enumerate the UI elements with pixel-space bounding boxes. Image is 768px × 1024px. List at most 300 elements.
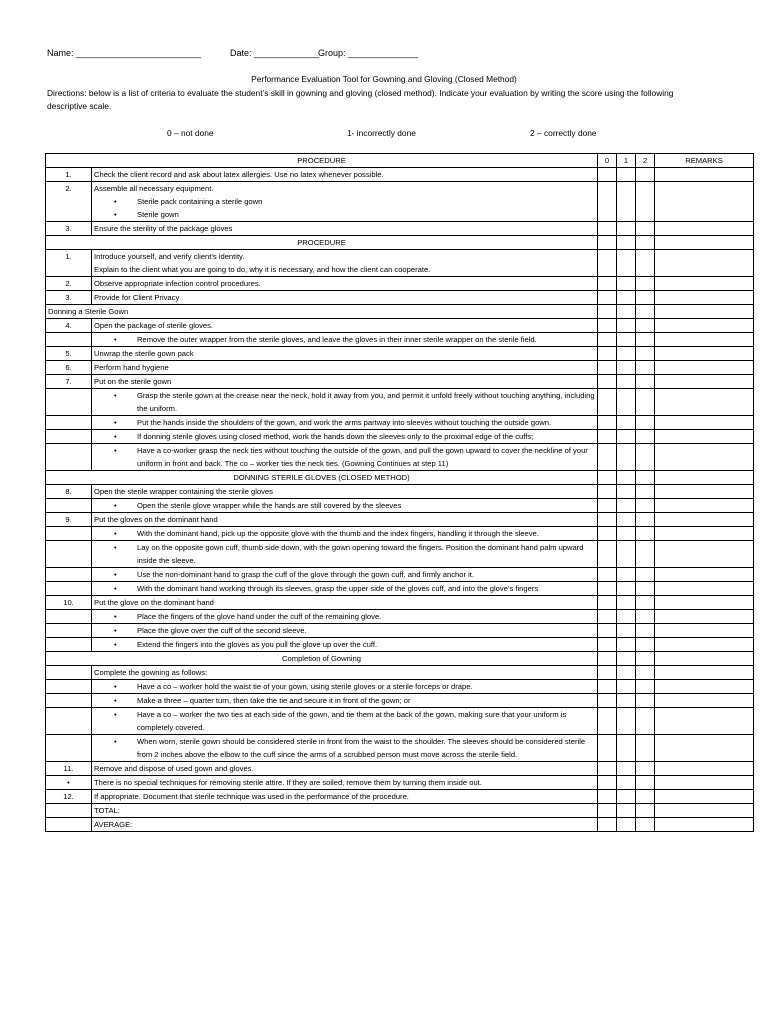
remarks-cell[interactable] [655,347,754,361]
score-2-cell[interactable] [636,776,655,790]
score-1-cell[interactable] [617,222,636,236]
step-number: 9. [46,513,92,527]
remarks-cell[interactable] [655,624,754,638]
bullet-text: With the dominant hand working through its sleeves, grasp the upper side of the gloves cuff, and into the glove’s fingers [137,584,539,593]
score-1-cell[interactable] [617,568,636,582]
step-number [46,804,92,818]
remarks-cell[interactable] [655,666,754,680]
bullet-text: Have a co – worker hold the waist tie of your gown, using sterile gloves or a sterile forceps or drape. [137,682,473,691]
step-label: Open the package of sterile gloves. [94,321,214,330]
score-2-cell[interactable] [636,416,655,430]
score-2-cell[interactable] [636,277,655,291]
score-2-cell[interactable] [636,804,655,818]
table-row [46,666,754,680]
remarks-cell[interactable] [655,582,754,596]
table-row [46,596,754,610]
score-0-cell[interactable] [598,804,617,818]
score-1-cell[interactable] [617,582,636,596]
bullet-text: With the dominant hand, pick up the opposite glove with the thumb and the index fingers, handling it through the sleeve. [137,529,539,538]
step-number: 1. [46,168,92,182]
remarks-cell[interactable] [655,708,754,735]
step-number: 8. [46,485,92,499]
bullet-item [92,638,598,652]
score-0-cell[interactable] [598,790,617,804]
remarks-cell[interactable] [655,776,754,790]
step-text [92,596,598,610]
score-0-header: 0 [598,154,617,168]
remarks-cell[interactable] [655,762,754,776]
name-field[interactable]: Name: _________________________ [47,48,202,58]
score-1-cell[interactable] [617,485,636,499]
table-row [46,305,754,319]
remarks-cell[interactable] [655,638,754,652]
remarks-cell[interactable] [655,694,754,708]
step-label: Unwrap the sterile gown pack [94,349,194,358]
step-number: 3. [46,291,92,305]
table-row [46,471,754,485]
score-2-cell[interactable] [636,596,655,610]
remarks-cell[interactable] [655,361,754,375]
step-label: Ensure the sterility of the package gloves [94,224,233,233]
bullet-icon: • [114,543,117,552]
score-2-cell[interactable] [636,291,655,305]
score-2-cell[interactable] [636,319,655,333]
score-1-cell[interactable] [617,168,636,182]
bullet-text: Lay on the opposite gown cuff, thumb side down, with the gown opening toward the fingers. Position the dominant hand palm upward inside the sleeve. [137,543,584,565]
remarks-cell[interactable] [655,250,754,277]
score-0-cell[interactable] [598,680,617,694]
score-1-cell[interactable] [617,444,636,471]
score-2-cell[interactable] [636,708,655,735]
remarks-cell[interactable] [655,735,754,762]
step-number [46,708,92,735]
score-0-cell[interactable] [598,333,617,347]
score-0-cell[interactable] [598,444,617,471]
table-row [46,291,754,305]
score-0-cell[interactable] [598,471,617,485]
table-row [46,347,754,361]
score-0-cell[interactable] [598,347,617,361]
table-row [46,361,754,375]
step-text [92,291,598,305]
section-heading: PROCEDURE [46,236,598,250]
table-header-row [46,154,754,168]
step-number [46,735,92,762]
bullet-icon: • [114,626,117,635]
scale-two: 2 – correctly done [530,128,597,138]
table-row [46,541,754,568]
step-label: AVERAGE: [94,820,133,829]
score-0-cell[interactable] [598,305,617,319]
score-1-cell[interactable] [617,319,636,333]
step-number [46,333,92,347]
score-2-cell[interactable] [636,818,655,832]
bullet-text: Extend the fingers into the gloves as you pull the glove up over the cuff. [137,640,378,649]
bullet-icon: • [114,501,117,510]
score-0-cell[interactable] [598,389,617,416]
bullet-item [92,568,598,582]
section-heading: DONNING STERILE GLOVES (CLOSED METHOD) [46,471,598,485]
score-0-cell[interactable] [598,582,617,596]
table-row [46,624,754,638]
table-row [46,319,754,333]
remarks-cell[interactable] [655,305,754,319]
score-2-cell[interactable] [636,735,655,762]
score-1-cell[interactable] [617,513,636,527]
score-1-cell[interactable] [617,596,636,610]
remarks-cell[interactable] [655,652,754,666]
step-number [46,818,92,832]
step-text [92,347,598,361]
score-0-cell[interactable] [598,568,617,582]
step-label: Put the glove on the dominant hand [94,598,214,607]
remarks-cell[interactable] [655,430,754,444]
bullet-item [92,333,598,347]
score-2-cell[interactable] [636,790,655,804]
score-0-cell[interactable] [598,168,617,182]
score-1-cell[interactable] [617,499,636,513]
step-label: Introduce yourself, and verify client’s identity. [94,252,245,261]
bullet-item [92,708,598,735]
score-0-cell[interactable] [598,652,617,666]
score-2-cell[interactable] [636,305,655,319]
score-2-cell[interactable] [636,347,655,361]
step-extra-text: Explain to the client what you are going to do, why it is necessary, and how the client can cooperate. [94,265,431,274]
score-2-cell[interactable] [636,430,655,444]
score-1-cell[interactable] [617,389,636,416]
score-1-cell[interactable] [617,541,636,568]
score-0-cell[interactable] [598,694,617,708]
score-1-cell[interactable] [617,638,636,652]
table-row [46,762,754,776]
step-number: 12. [46,790,92,804]
score-0-cell[interactable] [598,375,617,389]
step-number: 2. [46,277,92,291]
table-row [46,708,754,735]
table-row [46,430,754,444]
remarks-cell[interactable] [655,527,754,541]
bullet-item [92,499,598,513]
remarks-cell[interactable] [655,568,754,582]
bullet-item [92,430,598,444]
table-row [46,582,754,596]
score-0-cell[interactable] [598,818,617,832]
step-number [46,568,92,582]
step-number [46,694,92,708]
score-0-cell[interactable] [598,291,617,305]
remarks-cell[interactable] [655,596,754,610]
score-0-cell[interactable] [598,485,617,499]
step-number: • [46,776,92,790]
table-row [46,250,754,277]
score-2-cell[interactable] [636,361,655,375]
section-heading: Completion of Gowning [46,652,598,666]
score-0-cell[interactable] [598,776,617,790]
remarks-cell[interactable] [655,485,754,499]
table-row [46,389,754,416]
score-1-header: 1 [617,154,636,168]
score-0-cell[interactable] [598,222,617,236]
score-1-cell[interactable] [617,430,636,444]
bullet-item [92,389,598,416]
remarks-cell[interactable] [655,610,754,624]
bullet-item [92,610,598,624]
step-text [92,790,598,804]
score-1-cell[interactable] [617,277,636,291]
remarks-cell[interactable] [655,389,754,416]
score-2-cell[interactable] [636,444,655,471]
score-0-cell[interactable] [598,416,617,430]
remarks-cell[interactable] [655,168,754,182]
step-number: 5. [46,347,92,361]
score-1-cell[interactable] [617,375,636,389]
remarks-cell[interactable] [655,499,754,513]
step-label: If appropriate. Document that sterile technique was used in the performance of the procedure. [94,792,409,801]
score-0-cell[interactable] [598,430,617,444]
score-2-cell[interactable] [636,638,655,652]
step-text [92,250,598,277]
score-2-cell[interactable] [636,624,655,638]
score-1-cell[interactable] [617,666,636,680]
score-1-cell[interactable] [617,762,636,776]
remarks-cell[interactable] [655,277,754,291]
score-2-cell[interactable] [636,513,655,527]
step-label: There is no special techniques for removing sterile attire. If they are soiled, remove them by turning them inside out. [94,778,482,787]
bullet-item [92,444,598,471]
score-1-cell[interactable] [617,305,636,319]
score-0-cell[interactable] [598,610,617,624]
step-number [46,416,92,430]
bullet-icon: • [114,682,117,691]
score-2-cell[interactable] [636,694,655,708]
score-2-cell[interactable] [636,168,655,182]
remarks-cell[interactable] [655,444,754,471]
step-text [92,818,598,832]
step-number [46,430,92,444]
table-row [46,818,754,832]
score-0-cell[interactable] [598,361,617,375]
bullet-text: Sterile gown [137,210,179,219]
remarks-header: REMARKS [655,154,754,168]
score-1-cell[interactable] [617,236,636,250]
bullet-item [92,541,598,568]
score-0-cell[interactable] [598,319,617,333]
score-0-cell[interactable] [598,708,617,735]
score-2-cell[interactable] [636,333,655,347]
score-0-cell[interactable] [598,596,617,610]
score-2-cell[interactable] [636,666,655,680]
score-0-cell[interactable] [598,499,617,513]
step-number: 3. [46,222,92,236]
score-1-cell[interactable] [617,182,636,222]
score-1-cell[interactable] [617,652,636,666]
procedure-header: PROCEDURE [46,154,598,168]
table-row [46,638,754,652]
bullet-text: Remove the outer wrapper from the sterile gloves, and leave the gloves in their inner sterile wrapper on the sterile field. [137,335,537,344]
score-1-cell[interactable] [617,416,636,430]
remarks-cell[interactable] [655,471,754,485]
score-1-cell[interactable] [617,347,636,361]
table-row [46,652,754,666]
table-row [46,776,754,790]
bullet-text: Put the hands inside the shoulders of the gown, and work the arms partway into sleeves without touching the outside gown. [137,418,552,427]
step-label: Complete the gowning as follows: [94,668,208,677]
score-0-cell[interactable] [598,182,617,222]
bullet-item [92,735,598,762]
score-0-cell[interactable] [598,527,617,541]
remarks-cell[interactable] [655,818,754,832]
step-text [92,666,598,680]
score-1-cell[interactable] [617,250,636,277]
score-1-cell[interactable] [617,610,636,624]
score-2-cell[interactable] [636,680,655,694]
remarks-cell[interactable] [655,375,754,389]
bullet-text: Sterile pack containing a sterile gown [137,197,263,206]
step-text [92,222,598,236]
remarks-cell[interactable] [655,319,754,333]
bullet-icon: • [114,197,117,206]
bullet-icon: • [114,612,117,621]
date-field[interactable]: Date: _____________ [230,48,320,58]
table-row [46,735,754,762]
remarks-cell[interactable] [655,182,754,222]
score-2-cell[interactable] [636,568,655,582]
score-0-cell[interactable] [598,513,617,527]
remarks-cell[interactable] [655,790,754,804]
score-0-cell[interactable] [598,666,617,680]
step-label: Observe appropriate infection control procedures. [94,279,261,288]
document-title: Performance Evaluation Tool for Gowning and Gloving (Closed Method) [251,74,517,84]
score-2-cell[interactable] [636,652,655,666]
remarks-cell[interactable] [655,333,754,347]
scale-one: 1- incorrectly done [347,128,416,138]
table-row [46,568,754,582]
evaluation-table [45,153,754,832]
remarks-cell[interactable] [655,416,754,430]
bullet-text: When worn, sterile gown should be considered sterile in front from the waist to the shoulder. The sleeves should be considered sterile from 2 inches above the elbow to the cuff since the arms of a scrubbed person must move across the sterile field. [137,737,586,759]
score-0-cell[interactable] [598,541,617,568]
bullet-item [92,416,598,430]
table-row [46,168,754,182]
remarks-cell[interactable] [655,541,754,568]
bullet-icon: • [114,640,117,649]
score-2-cell[interactable] [636,182,655,222]
table-row [46,499,754,513]
remarks-cell[interactable] [655,804,754,818]
table-row [46,444,754,471]
bullet-text: If donning sterile gloves using closed method, work the hands down the sleeves only to the proximal edge of the cuffs; [137,432,534,441]
score-2-cell[interactable] [636,485,655,499]
score-2-cell[interactable] [636,471,655,485]
score-1-cell[interactable] [617,624,636,638]
score-1-cell[interactable] [617,291,636,305]
bullet-text: Place the fingers of the glove hand under the cuff of the remaining glove. [137,612,382,621]
score-1-cell[interactable] [617,527,636,541]
table-row [46,610,754,624]
group-field[interactable]: Group: ______________ [318,48,419,58]
step-label: Provide for Client Privacy [94,293,180,302]
score-0-cell[interactable] [598,762,617,776]
bullet-item [92,680,598,694]
step-label: Check the client record and ask about latex allergies. Use no latex whenever possible. [94,170,384,179]
bullet-item [92,694,598,708]
step-number: 2. [46,182,92,222]
remarks-cell[interactable] [655,680,754,694]
step-label: TOTAL: [94,806,120,815]
step-number [46,666,92,680]
score-1-cell[interactable] [617,804,636,818]
score-2-cell[interactable] [636,610,655,624]
step-number [46,527,92,541]
score-2-cell[interactable] [636,236,655,250]
score-1-cell[interactable] [617,361,636,375]
table-row [46,277,754,291]
remarks-cell[interactable] [655,222,754,236]
score-2-cell[interactable] [636,582,655,596]
score-2-cell[interactable] [636,499,655,513]
bullet-icon: • [114,432,117,441]
step-text [92,776,598,790]
score-0-cell[interactable] [598,250,617,277]
table-row [46,416,754,430]
step-number: 11. [46,762,92,776]
step-text [92,319,598,333]
score-0-cell[interactable] [598,638,617,652]
bullet-item [92,624,598,638]
score-1-cell[interactable] [617,790,636,804]
score-1-cell[interactable] [617,776,636,790]
step-text [92,182,598,222]
score-1-cell[interactable] [617,708,636,735]
score-1-cell[interactable] [617,680,636,694]
bullet-icon: • [114,696,117,705]
step-text [92,168,598,182]
score-0-cell[interactable] [598,277,617,291]
score-1-cell[interactable] [617,471,636,485]
score-2-cell[interactable] [636,762,655,776]
step-label: Assemble all necessary equipment. [94,184,214,193]
score-2-cell[interactable] [636,250,655,277]
table-row [46,680,754,694]
score-2-cell[interactable] [636,541,655,568]
score-1-cell[interactable] [617,694,636,708]
step-number [46,541,92,568]
bullet-icon: • [114,446,117,455]
remarks-cell[interactable] [655,513,754,527]
score-0-cell[interactable] [598,624,617,638]
bullet-item [92,527,598,541]
score-2-cell[interactable] [636,222,655,236]
score-2-cell[interactable] [636,389,655,416]
step-number [46,680,92,694]
table-row [46,236,754,250]
step-number [46,444,92,471]
remarks-cell[interactable] [655,291,754,305]
step-label: Put on the sterile gown [94,377,172,386]
step-number: 7. [46,375,92,389]
score-1-cell[interactable] [617,333,636,347]
bullet-icon: • [114,737,117,746]
score-0-cell[interactable] [598,236,617,250]
score-1-cell[interactable] [617,735,636,762]
remarks-cell[interactable] [655,236,754,250]
score-2-cell[interactable] [636,375,655,389]
bullet-icon: • [114,529,117,538]
score-1-cell[interactable] [617,818,636,832]
score-0-cell[interactable] [598,735,617,762]
bullet-text: Grasp the sterile gown at the crease near the neck, hold it away from you, and permit it unfold freely without touching anything, including the uniform. [137,391,595,413]
score-2-cell[interactable] [636,527,655,541]
